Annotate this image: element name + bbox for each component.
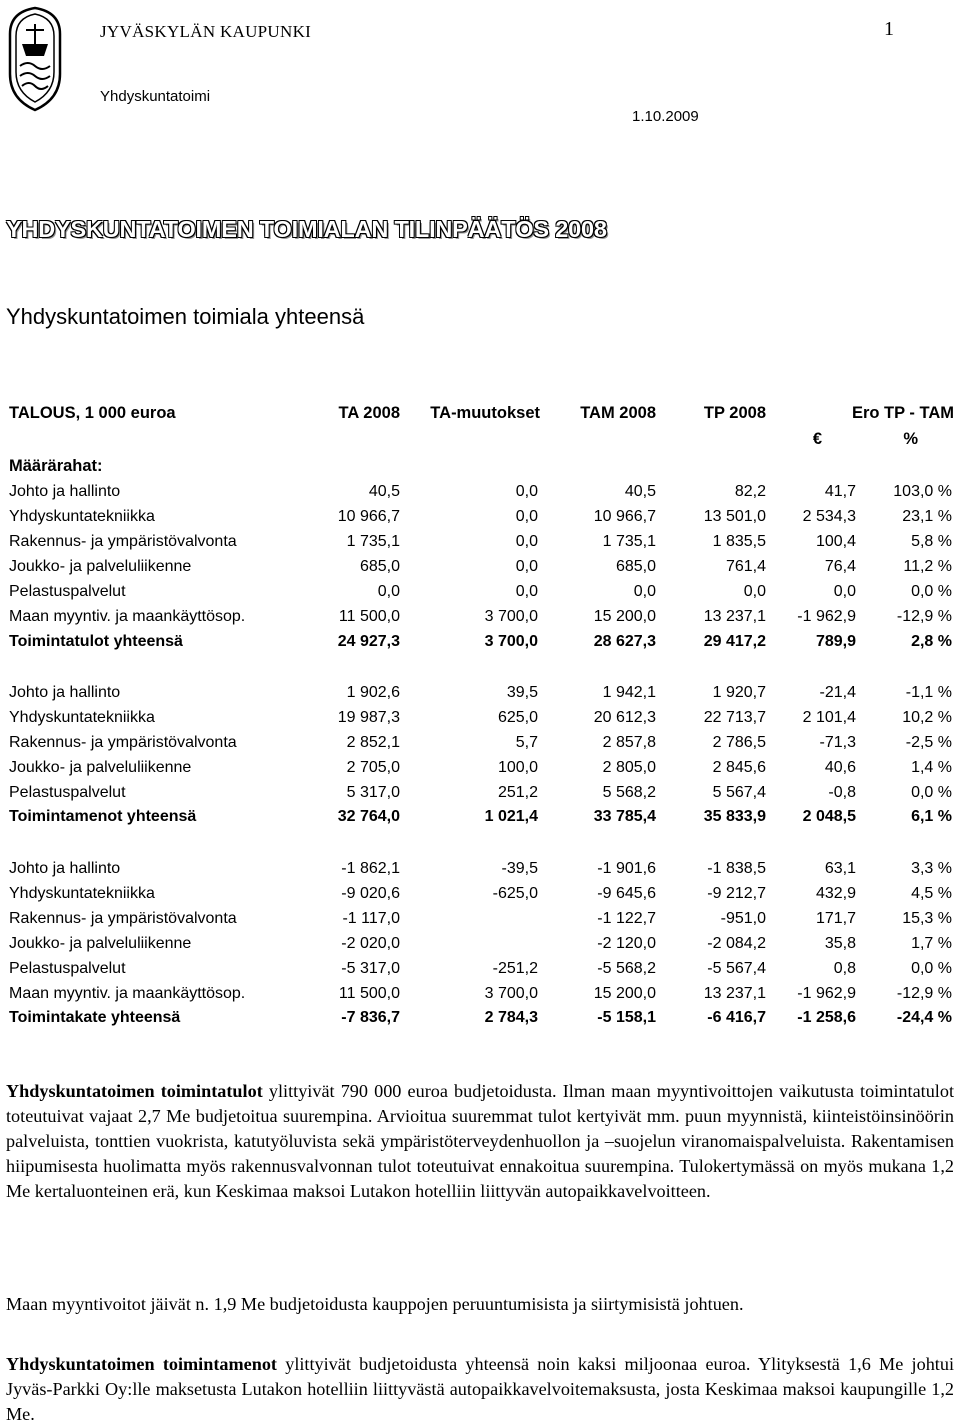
table-header-tam: TAM 2008 (580, 404, 656, 422)
row-value: 1 902,6 (346, 684, 400, 701)
table-row (0, 608, 960, 632)
row-value: -9 212,7 (707, 885, 766, 902)
row-value: 11,2 % (903, 558, 952, 575)
row-value: 0,0 (515, 583, 538, 600)
table-row (0, 784, 960, 808)
row-value: 100,4 (815, 533, 856, 550)
row-value: 22 713,7 (703, 709, 766, 726)
table-row (0, 910, 960, 934)
row-label: Pelastuspalvelut (9, 583, 126, 600)
row-value: -5 567,4 (707, 960, 766, 977)
row-value: 251,2 (497, 784, 538, 801)
row-value: 0,0 (633, 583, 656, 600)
row-value: -1 901,6 (597, 860, 656, 877)
row-value: 1,4 % (911, 759, 952, 776)
row-value: 2 705,0 (346, 759, 400, 776)
row-value: -71,3 (819, 734, 856, 751)
row-label: Maan myyntiv. ja maankäyttösop. (9, 608, 246, 625)
row-value: 2 805,0 (602, 759, 656, 776)
table-row (0, 860, 960, 884)
paragraph-income (6, 1079, 954, 1204)
row-value: 103,0 % (893, 483, 952, 500)
row-value: 28 627,3 (593, 633, 656, 650)
row-value: 4,5 % (911, 885, 952, 902)
row-value: -39,5 (501, 860, 538, 877)
row-value: 10 966,7 (337, 508, 400, 525)
row-value: 40,6 (824, 759, 856, 776)
row-label: Johto ja hallinto (9, 684, 121, 701)
row-label: Yhdyskuntatekniikka (9, 885, 155, 902)
row-value: 29 417,2 (703, 633, 766, 650)
row-value: 0,0 (515, 508, 538, 525)
row-value: -1 122,7 (597, 910, 656, 927)
row-value: 35,8 (824, 935, 856, 952)
row-value: 40,5 (368, 483, 400, 500)
table-row (0, 885, 960, 909)
row-value: -9 645,6 (597, 885, 656, 902)
row-value: 5 568,2 (602, 784, 656, 801)
organization-name: JYVÄSKYLÄN KAUPUNKI (100, 22, 312, 41)
row-value: 39,5 (506, 684, 538, 701)
row-value: 13 501,0 (703, 508, 766, 525)
table-row (0, 1009, 960, 1033)
row-label: Yhdyskuntatekniikka (9, 709, 155, 726)
row-value: 3 700,0 (484, 985, 538, 1002)
row-label: Johto ja hallinto (9, 860, 121, 877)
row-label: Toimintamenot yhteensä (9, 808, 197, 825)
row-value: -6 416,7 (707, 1009, 766, 1026)
row-value: 2 852,1 (346, 734, 400, 751)
row-value: -21,4 (819, 684, 856, 701)
document-date: 1.10.2009 (632, 108, 699, 125)
row-value: 15 200,0 (593, 985, 656, 1002)
row-value: -12,9 % (896, 608, 952, 625)
row-value: 0,0 (833, 583, 856, 600)
table-header-tp: TP 2008 (703, 404, 766, 422)
row-value: 3 700,0 (484, 633, 538, 650)
table-row (0, 759, 960, 783)
paragraph-text: ylittyivät 790 000 euroa budjetoidusta. Ilman maan myyntivoittojen vaikutusta toimintatulot toteutuivat vajaat 2,7 Me budjetoitua suurempina. Arvioitua suuremmat tulot kertyivät mm. puun myynnistä, kiinteistöinsinöörin palveluista, tonttien vuokrista, katutyöluvista sekä ympäristöterveydenhuollon ja –suojelun viranomaispalveluista. Rakentamisen hiipumisesta huolimatta myös rakennusvalvonnan tulot toteutuivat ennakoitua suurempina. Tulokertymässä on myös mukana 1,2 Me kertaluonteinen erä, kun Keskimaa maksoi Lutakon hotelliin liittyvän autopaikkavelvoitteen. (6, 1081, 954, 1201)
row-value: 10 966,7 (593, 508, 656, 525)
row-value: 789,9 (815, 633, 856, 650)
section-label: Määrärahat: (9, 457, 103, 475)
row-value: 2 534,3 (802, 508, 856, 525)
row-label: Toimintatulot yhteensä (9, 633, 183, 650)
row-value: -7 836,7 (341, 1009, 400, 1026)
row-value: 82,2 (734, 483, 766, 500)
table-row (0, 633, 960, 657)
row-value: -625,0 (492, 885, 538, 902)
row-value: -1,1 % (905, 684, 952, 701)
row-value: 0,0 % (911, 583, 952, 600)
row-label: Pelastuspalvelut (9, 960, 126, 977)
page-title: YHDYSKUNTATOIMEN TOIMIALAN TILINPÄÄTÖS 2008 (6, 216, 607, 242)
row-value: 0,0 % (911, 960, 952, 977)
row-value: 5 567,4 (712, 784, 766, 801)
row-value: -0,8 (828, 784, 856, 801)
row-value: -251,2 (492, 960, 538, 977)
row-value: 5,7 (515, 734, 538, 751)
row-value: -1 838,5 (707, 860, 766, 877)
row-value: 13 237,1 (703, 608, 766, 625)
row-value: -12,9 % (896, 985, 952, 1002)
table-row (0, 808, 960, 832)
row-value: 33 785,4 (593, 808, 656, 825)
row-label: Rakennus- ja ympäristövalvonta (9, 734, 237, 751)
paragraph-lead: Yhdyskuntatoimen toimintamenot (6, 1354, 277, 1374)
row-value: 171,7 (815, 910, 856, 927)
row-value: 1 920,7 (712, 684, 766, 701)
row-value: -9 020,6 (341, 885, 400, 902)
row-value: -1 962,9 (797, 608, 856, 625)
row-value: 63,1 (824, 860, 856, 877)
table-subheader-euro: € (812, 430, 822, 448)
row-value: 11 500,0 (338, 608, 400, 625)
table-row (0, 935, 960, 959)
paragraph-lead: Yhdyskuntatoimen toimintatulot (6, 1081, 263, 1101)
row-value: -2,5 % (905, 734, 952, 751)
paragraph-text: Maan myyntivoitot jäivät n. 1,9 Me budjetoidusta kauppojen peruuntumisista ja siirtymisistä johtuen. (6, 1294, 744, 1314)
row-value: 11 500,0 (338, 985, 400, 1002)
table-row (0, 960, 960, 984)
row-value: 41,7 (824, 483, 856, 500)
row-value: 1 735,1 (602, 533, 656, 550)
row-value: 2 845,6 (712, 759, 766, 776)
row-label: Maan myyntiv. ja maankäyttösop. (9, 985, 246, 1002)
row-label: Rakennus- ja ympäristövalvonta (9, 533, 237, 550)
table-header-ta-muutokset: TA-muutokset (430, 404, 540, 422)
table-row (0, 483, 960, 507)
table-header-ero: Ero TP - TAM (851, 404, 954, 422)
row-value: 761,4 (725, 558, 766, 575)
paragraph-land-sales (6, 1292, 954, 1317)
row-value: 0,0 (515, 533, 538, 550)
row-value: 1 942,1 (602, 684, 656, 701)
row-value: 10,2 % (902, 709, 952, 726)
row-value: -2 084,2 (707, 935, 766, 952)
row-value: 0,0 (515, 483, 538, 500)
department-name: Yhdyskuntatoimi (100, 88, 211, 105)
row-value: 1 835,5 (712, 533, 766, 550)
row-value: 35 833,9 (703, 808, 766, 825)
paragraph-text: ylittyivät budjetoidusta yhteensä noin kaksi miljoonaa euroa. Ylityksestä 1,6 Me johtui Jyväs-Parkki Oy:lle maksetusta Lutakon hotelliin liittyvästä autopaikkavelvoitemaksusta, josta Keskimaa maksoi kaupungille 1,2 Me. (6, 1354, 954, 1424)
row-value: 2 857,8 (602, 734, 656, 751)
row-value: 5,8 % (911, 533, 952, 550)
row-value: 1 021,4 (484, 808, 538, 825)
row-value: -1 962,9 (797, 985, 856, 1002)
row-value: -1 862,1 (341, 860, 400, 877)
row-value: 625,0 (497, 709, 538, 726)
row-value: 0,0 (743, 583, 766, 600)
row-value: -2 020,0 (341, 935, 400, 952)
row-value: 3 700,0 (484, 608, 538, 625)
city-coat-of-arms-logo (4, 4, 66, 114)
row-value: 0,8 (833, 960, 856, 977)
row-label: Pelastuspalvelut (9, 784, 126, 801)
row-value: -2 120,0 (597, 935, 656, 952)
row-value: 0,0 (377, 583, 400, 600)
row-label: Yhdyskuntatekniikka (9, 508, 155, 525)
table-row (0, 558, 960, 582)
table-row (0, 508, 960, 532)
row-value: 5 317,0 (346, 784, 400, 801)
table-subheader-percent: % (903, 430, 918, 448)
table-row (0, 583, 960, 607)
paragraph-expenses (6, 1352, 954, 1427)
row-value: 15 200,0 (593, 608, 656, 625)
row-value: -5 317,0 (341, 960, 400, 977)
row-label: Rakennus- ja ympäristövalvonta (9, 910, 237, 927)
row-value: -1 117,0 (342, 910, 400, 927)
row-value: 0,0 (515, 558, 538, 575)
row-value: 76,4 (824, 558, 856, 575)
row-value: -5 158,1 (597, 1009, 656, 1026)
row-value: 6,1 % (911, 808, 952, 825)
row-value: 3,3 % (911, 860, 952, 877)
row-value: 2 786,5 (712, 734, 766, 751)
row-value: -24,4 % (896, 1009, 952, 1026)
row-value: 13 237,1 (703, 985, 766, 1002)
row-value: 2,8 % (911, 633, 952, 650)
row-label: Joukko- ja palveluliikenne (9, 759, 192, 776)
row-value: 685,0 (615, 558, 656, 575)
row-value: 23,1 % (902, 508, 952, 525)
table-header-ta: TA 2008 (338, 404, 400, 422)
row-label: Joukko- ja palveluliikenne (9, 558, 192, 575)
row-label: Johto ja hallinto (9, 483, 121, 500)
row-value: 20 612,3 (593, 709, 656, 726)
row-value: 32 764,0 (337, 808, 400, 825)
row-value: 19 987,3 (337, 709, 400, 726)
row-value: 2 048,5 (802, 808, 856, 825)
row-value: 2 784,3 (484, 1009, 538, 1026)
table-row (0, 533, 960, 557)
row-value: 0,0 % (911, 784, 952, 801)
row-value: 432,9 (815, 885, 856, 902)
row-label: Toimintakate yhteensä (9, 1009, 181, 1026)
row-value: 24 927,3 (337, 633, 400, 650)
row-value: 100,0 (497, 759, 538, 776)
row-value: 40,5 (624, 483, 656, 500)
page-number: 1 (884, 18, 894, 40)
row-value: -1 258,6 (797, 1009, 856, 1026)
table-header-label: TALOUS, 1 000 euroa (9, 404, 176, 422)
table-row (0, 985, 960, 1009)
table-row (0, 709, 960, 733)
row-value: -5 568,2 (597, 960, 656, 977)
row-value: 685,0 (359, 558, 400, 575)
row-value: 2 101,4 (802, 709, 856, 726)
row-value: -951,0 (720, 910, 766, 927)
row-value: 1 735,1 (346, 533, 400, 550)
table-row (0, 734, 960, 758)
row-value: 15,3 % (902, 910, 952, 927)
row-label: Joukko- ja palveluliikenne (9, 935, 192, 952)
row-value: 1,7 % (911, 935, 952, 952)
page-subtitle: Yhdyskuntatoimen toimiala yhteensä (6, 304, 365, 329)
table-row (0, 684, 960, 708)
